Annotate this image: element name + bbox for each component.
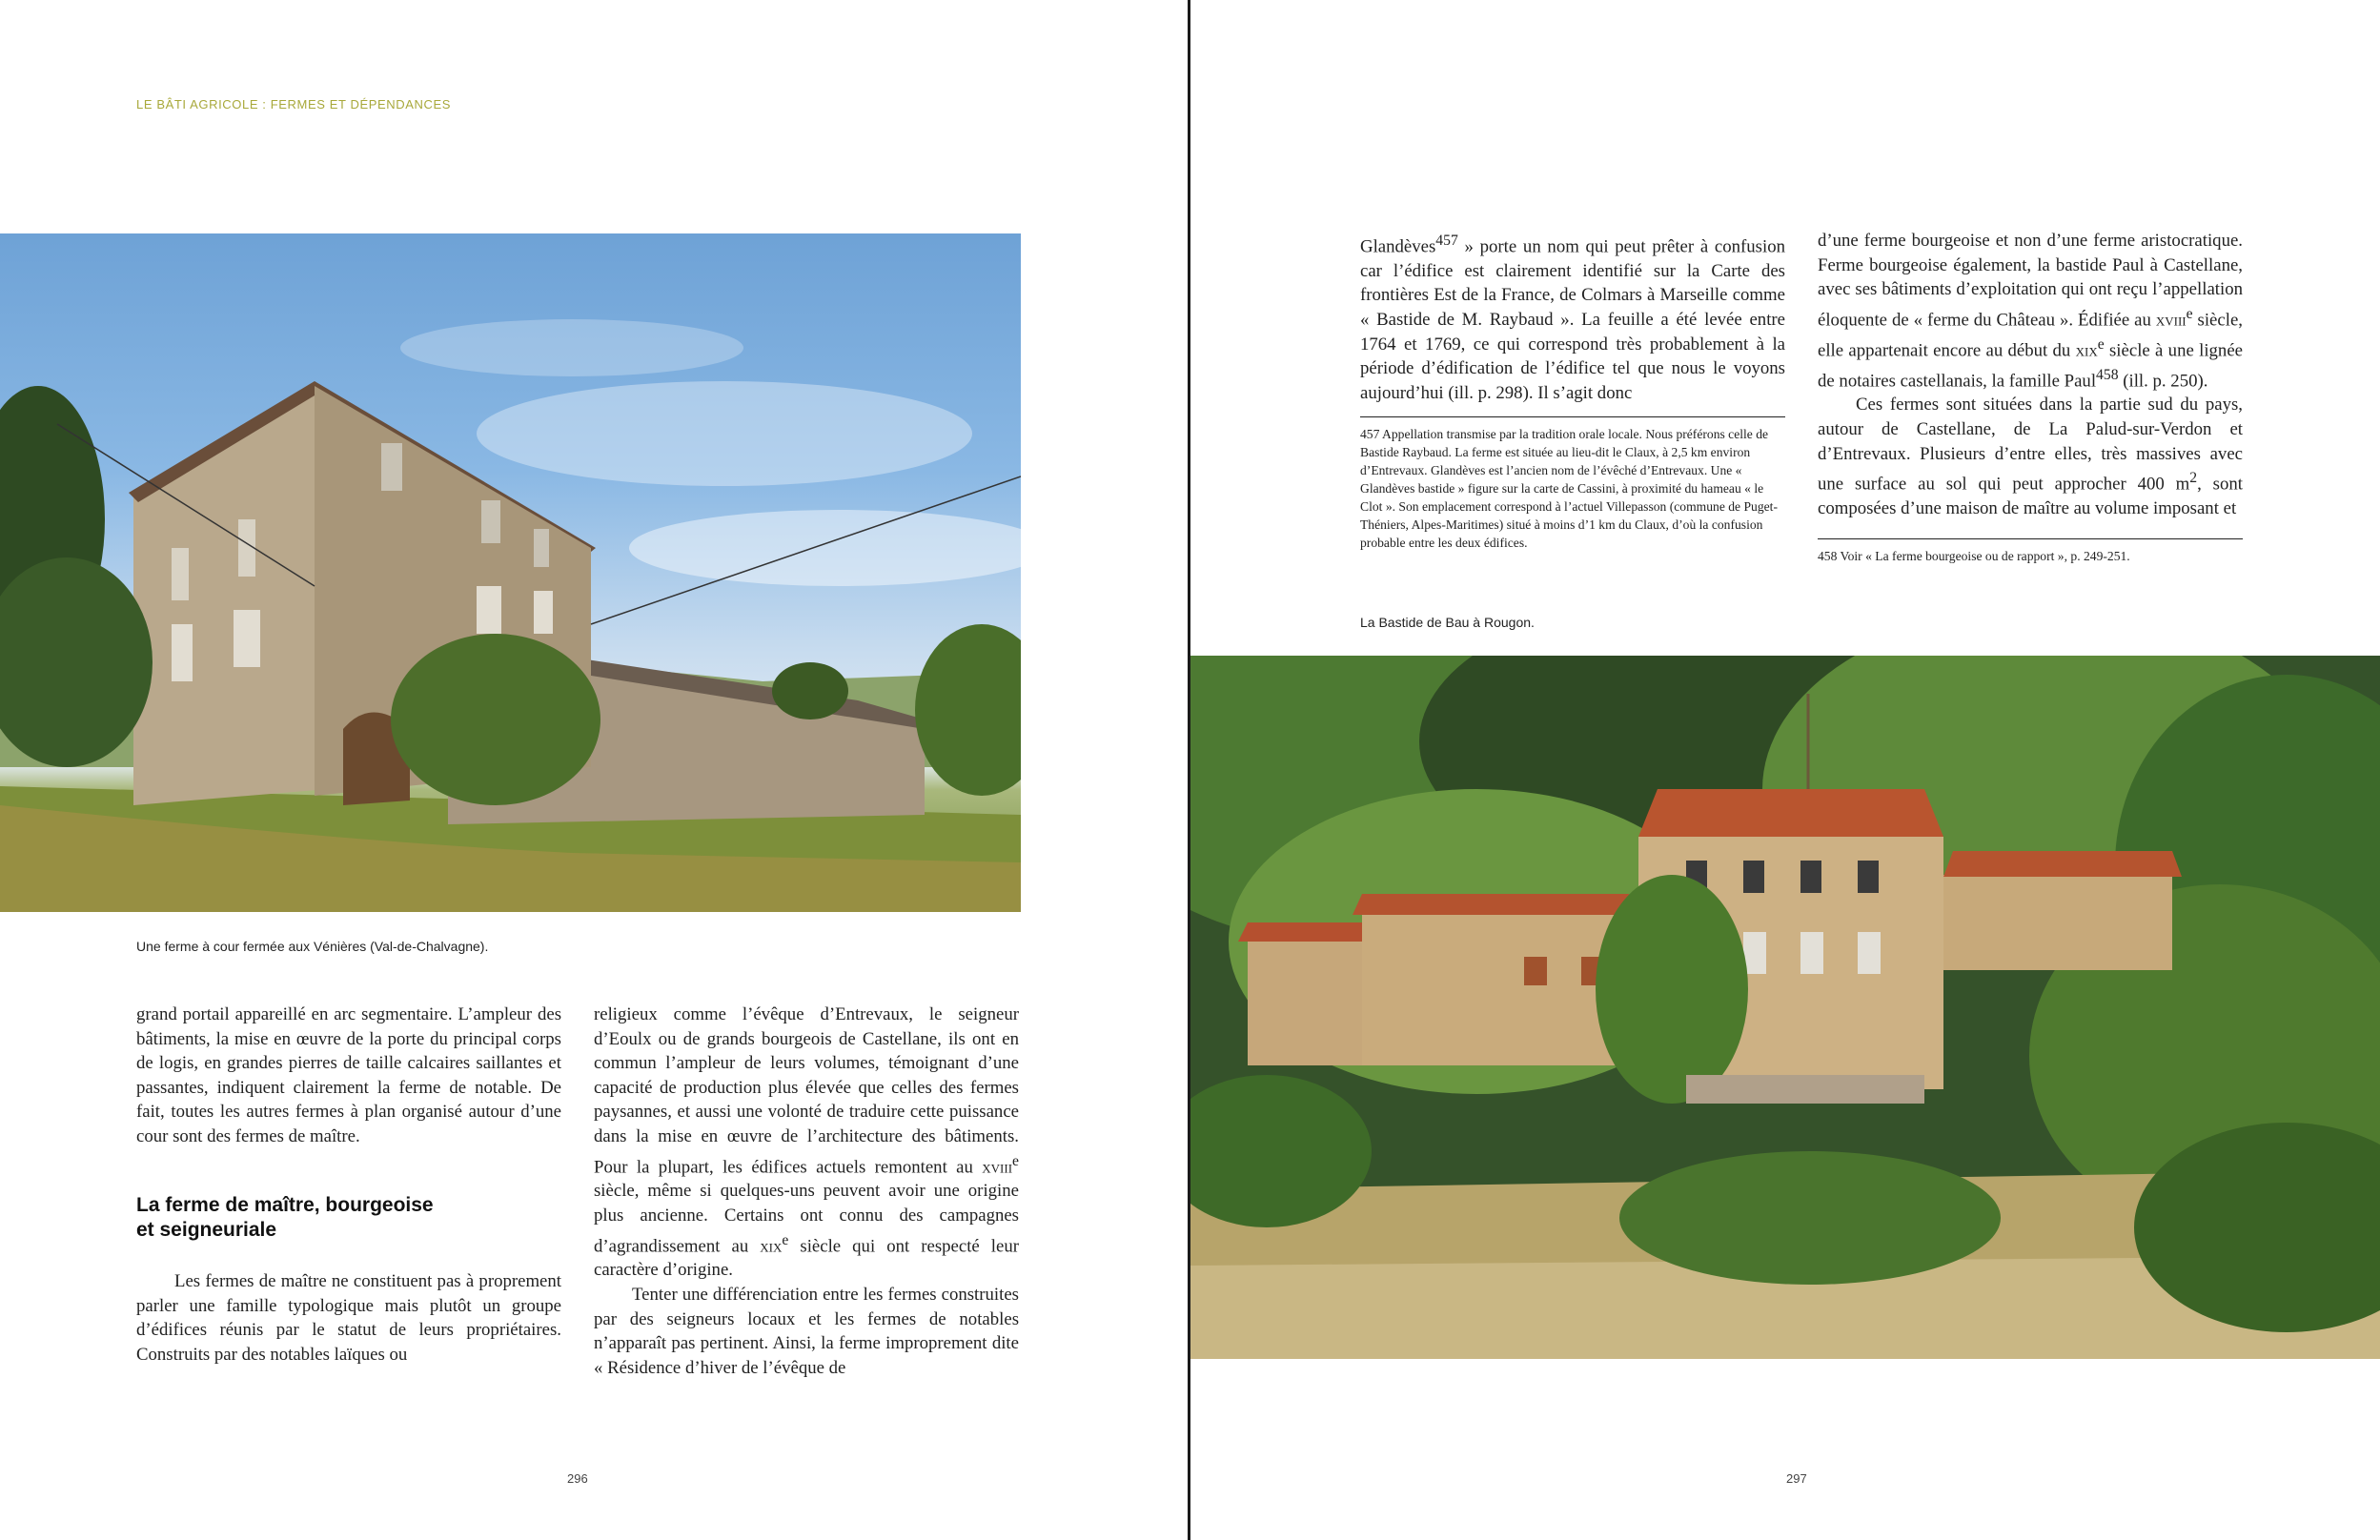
right-page (1190, 0, 2380, 1540)
footnote-rule (1360, 416, 1785, 417)
footnote-457: 457 Appellation transmise par la tradition orale locale. Nous préférons celle de Bastide Raybaud. La ferme est située au lieu-dit le Claux, à 2,5 km environ d’Entrevaux. Glandèves est l’ancien nom de l’évêché d’Entrevaux. Une « Glandèves bastide » figure sur la carte de Cassini, à proximité du hameau « le Clot ». Son emplacement correspond à l’actuel Villepasson (commune de Puget-Théniers, Alpes-Maritimes) situé à moins d’1 km du Claux, d’où la confusion probable entre les deux édifices. (1360, 427, 1778, 550)
page-number: 297 (1786, 1471, 1807, 1486)
footnote-ref: 458 (2096, 366, 2119, 383)
left-column-1 (136, 1003, 561, 1149)
footnote-458: 458 Voir « La ferme bourgeoise ou de rapport », p. 249-251. (1818, 549, 2130, 563)
photo-caption: La Bastide de Bau à Rougon. (1360, 615, 1535, 630)
bastide-photo (1190, 656, 2380, 1359)
right-column-2 (1818, 229, 2243, 521)
century-numeral: xix (2075, 339, 2098, 360)
paragraph: Ces fermes sont situées dans la partie sud du pays, autour de Castellane, de La Palud-sur-Verdon et d’Entrevaux. Plusieurs d’entre elles, très massives avec une surface au sol qui peut approcher 400 $m^2$, sont composées d’une maison de maître au volume imposant et (1818, 395, 2243, 518)
paragraph: d’une ferme bourgeoise et non d’une ferme aristocratique. Ferme bourgeoise également, la bastide Paul à Castellane, avec ses bâtiments d’exploitation qui ont reçu l’appellation éloquente de « ferme du Château ». Édifiée au xviii$^e$ siècle, elle appartenait encore au début du xix$^e$ siècle à une lignée de notaires castellanais, la famille Paul$^{458}$ (ill. p. 250). (1818, 231, 2243, 391)
section-heading (136, 1193, 561, 1243)
running-head: LE BÂTI AGRICOLE : FERMES ET DÉPENDANCES (136, 97, 452, 111)
left-page (0, 0, 1188, 1540)
paragraph: religieux comme l’évêque d’Entrevaux, le seigneur d’Eoulx ou de grands bourgeois de Castellane, ils ont en commun l’ampleur de leurs volumes, témoignant d’une capacité de production plus élevée que celles des fermes paysannes, et aussi une volonté de traduire cette puissance dans la mise en œuvre de l’architecture des bâtiments. Pour la plupart, les édifices actuels remontent au xviii$^e$ siècle, même si quelques-uns peuvent avoir une origine plus ancienne. Certains ont connu des campagnes d’agrandissement au xix$^e$ siècle qui ont respecté leur caractère d’origine. (594, 1004, 1019, 1281)
paragraph: grand portail appareillé en arc segmentaire. L’ampleur des bâtiments, la mise en œuvre de la porte du principal corps de logis, en grandes pierres de taille calcaires saillantes et passantes, indiquent clairement la ferme de notable. De fait, toutes les autres fermes à plan organisé autour d’une cour sont des fermes de maître. (136, 1004, 561, 1146)
century-numeral: xviii (982, 1156, 1013, 1177)
farm-courtyard-photo (0, 233, 1021, 912)
photo-caption: Une ferme à cour fermée aux Vénières (Val-de-Chalvagne). (136, 939, 489, 954)
right-column-1 (1360, 229, 1785, 405)
paragraph: Glandèves$^{457}$ » porte un nom qui peut prêter à confusion car l’édifice est clairement identifié sur la Carte des frontières Est de la France, de Colmars à Marseille comme « Bastide de M. Raybaud ». La feuille a été levée entre 1764 et 1769, ce qui correspond très probablement à la période d’édification de l’édifice tel que nous le voyons aujourd’hui (ill. p. 298). Il s’agit donc (1360, 233, 1785, 403)
heading-line-2: et seigneuriale (136, 1219, 277, 1241)
century-numeral: xix (760, 1235, 783, 1256)
footnote-rule (1818, 538, 2243, 539)
footnote-ref: 457 (1435, 233, 1458, 249)
heading-line-1: La ferme de maître, bourgeoise (136, 1194, 434, 1216)
page-number: 296 (567, 1471, 588, 1486)
left-column-2 (594, 1003, 1019, 1380)
paragraph: Les fermes de maître ne constituent pas à proprement parler une famille typologique mais plutôt un groupe d’édifices réunis par le statut de leurs propriétaires. Construits par des notables laïques ou (136, 1271, 561, 1365)
paragraph: Tenter une différenciation entre les fermes construites par des seigneurs locaux et les fermes de notables n’apparaît pas pertinent. Ainsi, la ferme improprement dite « Résidence d’hiver de l’évêque de (594, 1285, 1019, 1378)
left-column-1-continued (136, 1269, 561, 1367)
century-numeral: xviii (2155, 310, 2187, 331)
